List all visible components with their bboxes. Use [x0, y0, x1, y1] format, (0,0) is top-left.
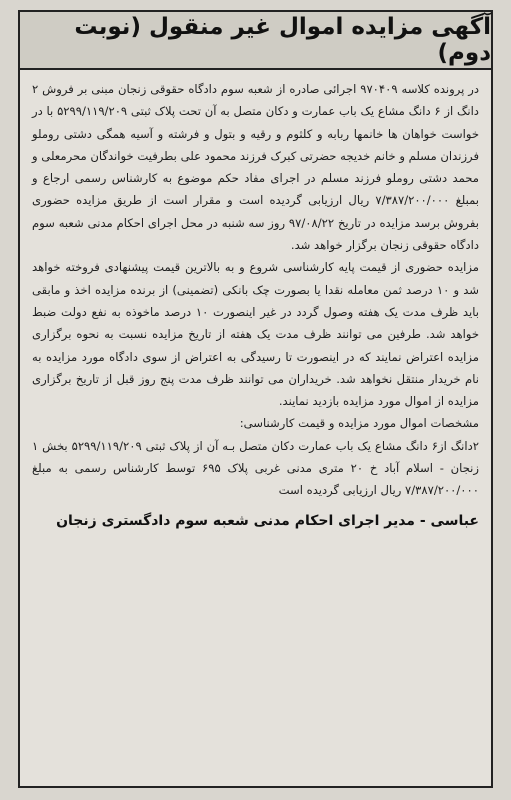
notice-box	[18, 10, 493, 788]
notice-signature: عباسی - مدیر اجرای احکام مدنی شعبه سوم دادگستری زنجان	[56, 512, 479, 529]
notice-paragraph-specs: ۲دانگ از۶ دانگ مشاع یک باب عمارت دکان متصل بـه آن از پلاک ثبتی ۵۲۹۹/۱۱۹/۲۰۹ بخش ۱ زنجان - اسلام آباد خ ۲۰ متری مدنی غربی پلاک ۶۹۵ توسط کارشناس رسمی به مبلغ ۷/۳۸۷/۲۰۰/۰۰۰ ریال ارزیابی گردیده است	[32, 438, 479, 498]
notice-header	[20, 12, 491, 70]
notice-title: آگهی مزایده اموال غیر منقول (نوبت دوم)	[74, 14, 491, 66]
notice-paragraph-case: در پرونده کلاسه ۹۷۰۴۰۹ اجرائی صادره از شعبه سوم دادگاه حقوقی زنجان مبنی بر فروش ۲ دانگ از ۶ دانگ مشاع یک باب عمارت و دکان متصل به آن تحت پلاک ثبتی ۵۲۹۹/۱۱۹/۲۰۹ با در خواست خواهان ها خانمها ربابه و کلثوم و رقیه و بتول و فرشته و آسیه همگی دشتی روملو فرزندان مسلم و خانم خدیجه حضرتی کبرک فرزند محمود علی بطرفیت خواندگان محرمعلی و محمد دشتی روملو فرزند مسلم در اجرای مفاد حکم موضوع به کارشناس رسمی ارجاع و بمبلغ ۷/۳۸۷/۲۰۰/۰۰۰ ریال ارزیابی گردیده است و مقرار است از طریق مزایده حضوری بفروش برسد مزایده در تاریخ ۹۷/۰۸/۲۲ روز سه شنبه در محل اجرای احکام مدنی شعبه سوم دادگاه حقوقی زنجان برگزار خواهد شد.	[32, 82, 480, 253]
notice-paragraph-specs-heading: مشخصات اموال مورد مزایده و قیمت کارشناسی:	[239, 416, 479, 431]
notice-body	[20, 70, 491, 508]
notice-paragraph-terms: مزایده حضوری از قیمت پایه کارشناسی شروع و به بالاترین قیمت پیشنهادی فروخته خواهد شد و ۱۰ درصد ثمن معامله نقدا یا بصورت چک بانکی (تضمینی) از برنده مزایده اخذ و مابقی باید ظرف مدت یک هفته وصول گردد در غیر اینصورت ۱۰ درصد ماخوذه به نفع دولت ضبط خواهد شد. طرفین می توانند ظرف مدت یک هفته از تاریخ مزایده نسبت به نحوه برگزاری مزایده اعتراض نمایند که در اینصورت تا رسیدگی به اعتراض از سوی دادگاه مورد مزایده به نام خریدار منتقل نخواهد شد. خریداران می توانند ظرف مدت پنج روز قبل از تاریخ برگزاری مزایده از اموال مورد مزایده بازدید نمایند.	[32, 260, 479, 409]
